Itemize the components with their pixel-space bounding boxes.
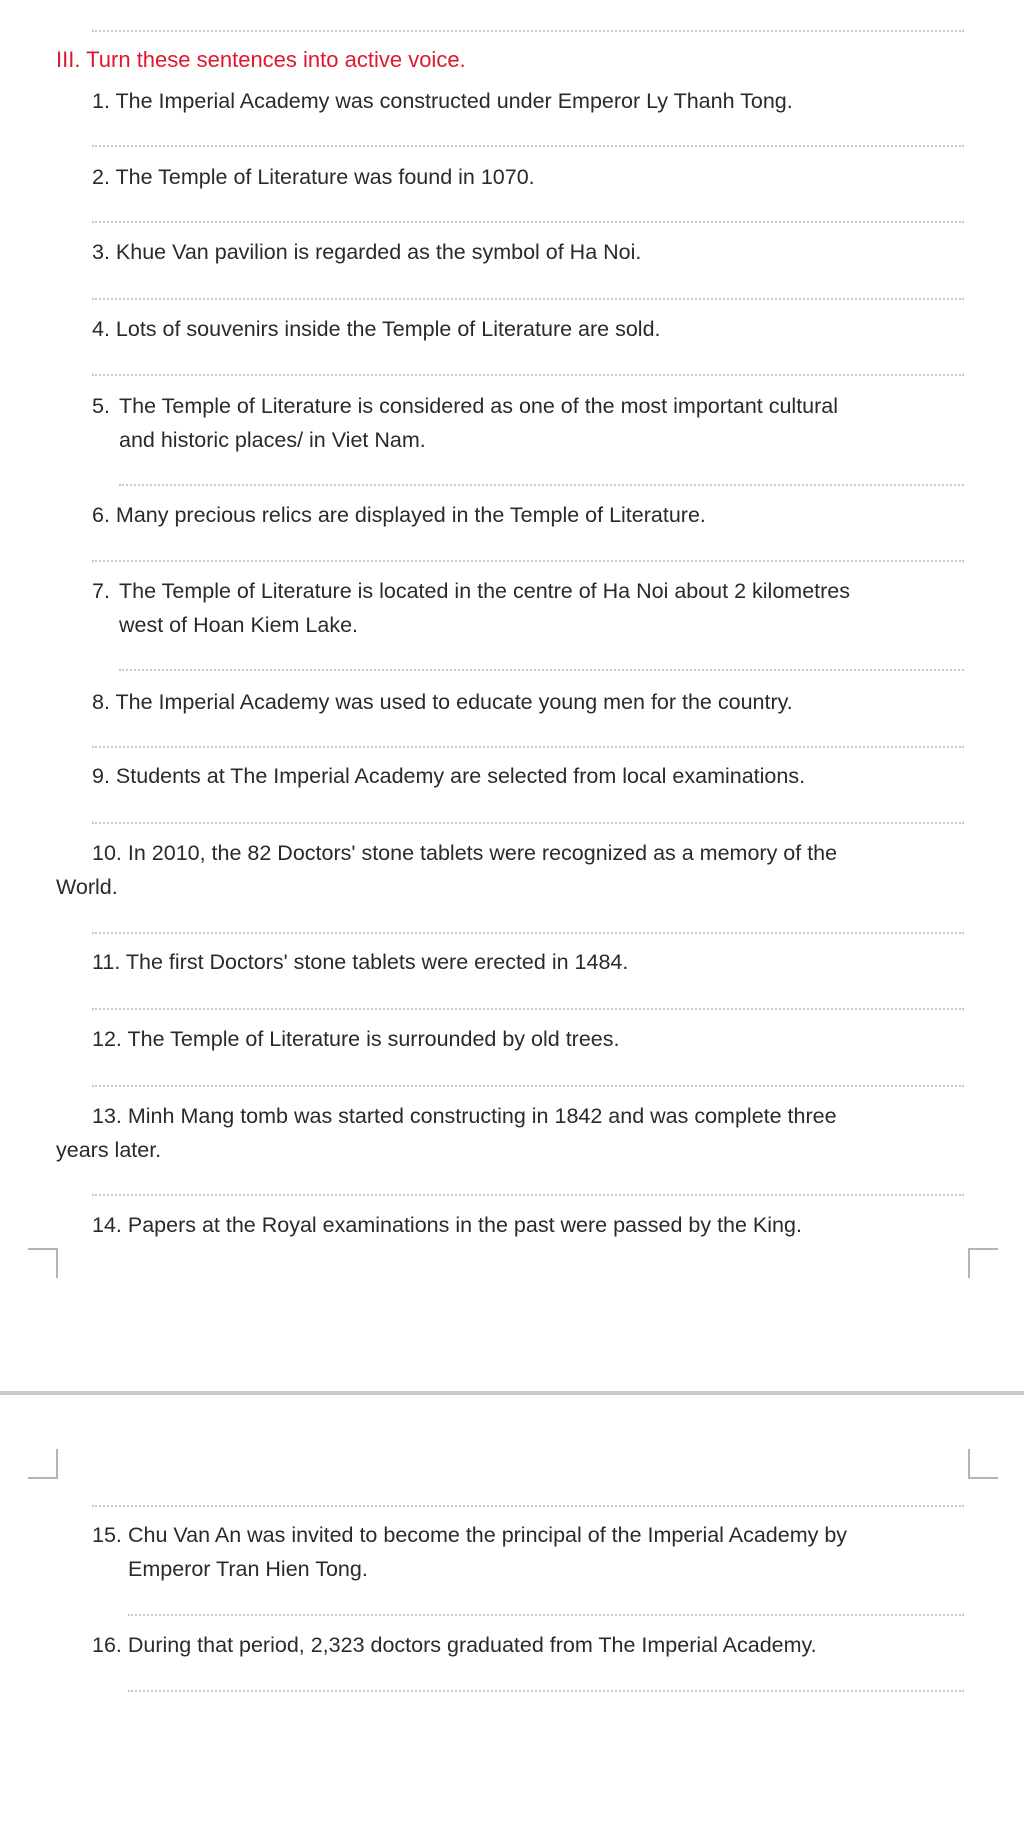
item-number: 9. [92,764,110,788]
answer-line [92,1505,964,1507]
answer-line [92,560,964,562]
answer-line [92,1194,964,1196]
answer-line [119,669,964,671]
item-10-line-1 [92,836,967,870]
item-number: 11. [92,950,121,974]
margin-corner-mark [968,1248,998,1278]
answer-line [92,1085,964,1087]
item-text: Many precious relics are displayed in the Temple of Literature. [115,503,706,527]
item-6 [92,498,706,532]
item-number: 6. [92,503,110,527]
item-5-line-2: and historic places/ in Viet Nam. [119,428,426,452]
answer-line [92,30,964,32]
item-7-line-2: west of Hoan Kiem Lake. [119,613,359,637]
item-16 [92,1628,817,1662]
item-number: 1. [92,89,110,113]
item-text: The Temple of Literature was found in 1070. [115,165,535,189]
answer-line [92,145,964,147]
answer-line [92,374,964,376]
answer-line [92,221,964,223]
margin-corner-mark [28,1449,58,1479]
answer-line [119,484,964,486]
item-15-number: 15. [92,1523,122,1547]
item-text: The Temple of Literature is surrounded by old trees. [127,1027,620,1051]
answer-line [92,298,964,300]
item-5-number: 5. [92,394,110,418]
item-number: 16. [92,1633,122,1657]
item-7-number: 7. [92,579,110,603]
item-number: 4. [92,317,110,341]
item-8 [92,685,793,719]
margin-corner-mark [28,1248,58,1278]
item-number: 2. [92,165,110,189]
document-page-2 [0,1395,1024,1822]
item-text: Students at The Imperial Academy are selected from local examinations. [115,764,806,788]
item-13-line-1 [92,1099,967,1133]
answer-line [92,746,964,748]
item-2 [92,160,535,194]
item-number: 3. [92,240,110,264]
item-text: The Imperial Academy was used to educate young men for the country. [115,690,793,714]
item-11 [92,945,628,979]
item-9 [92,759,805,793]
item-14 [92,1208,802,1242]
item-text: During that period, 2,323 doctors graduated from The Imperial Academy. [127,1633,817,1657]
item-text: The first Doctors' stone tablets were erected in 1484. [125,950,629,974]
item-3 [92,235,641,269]
item-4 [92,312,661,346]
section-heading: III. Turn these sentences into active voice. [56,47,466,72]
item-text: Minh Mang tomb was started constructing in 1842 and was complete three [127,1104,837,1128]
item-number: 14. [92,1213,122,1237]
item-number: 12. [92,1027,122,1051]
item-text: Lots of souvenirs inside the Temple of Literature are sold. [115,317,661,341]
item-7-line-1: The Temple of Literature is located in the centre of Ha Noi about 2 kilometres [119,579,850,603]
item-number: 10. [92,841,122,865]
item-text: In 2010, the 82 Doctors' stone tablets were recognized as a memory of the [127,841,838,865]
item-text: Papers at the Royal examinations in the past were passed by the King. [127,1213,802,1237]
item-12 [92,1022,619,1056]
answer-line [92,822,964,824]
answer-line [92,1008,964,1010]
item-13-line-2: years later. [56,1138,162,1162]
answer-line [92,932,964,934]
item-number: 13. [92,1104,122,1128]
answer-line [128,1690,964,1692]
item-number: 8. [92,690,110,714]
item-15-line-1: Chu Van An was invited to become the principal of the Imperial Academy by [128,1523,848,1547]
item-15-line-2: Emperor Tran Hien Tong. [128,1557,368,1581]
item-1 [92,84,793,118]
answer-line [128,1614,964,1616]
item-10-line-2: World. [56,875,118,899]
item-text: The Imperial Academy was constructed under Emperor Ly Thanh Tong. [115,89,793,113]
item-text: Khue Van pavilion is regarded as the symbol of Ha Noi. [115,240,642,264]
margin-corner-mark [968,1449,998,1479]
item-5-line-1: The Temple of Literature is considered as one of the most important cultural [119,394,839,418]
